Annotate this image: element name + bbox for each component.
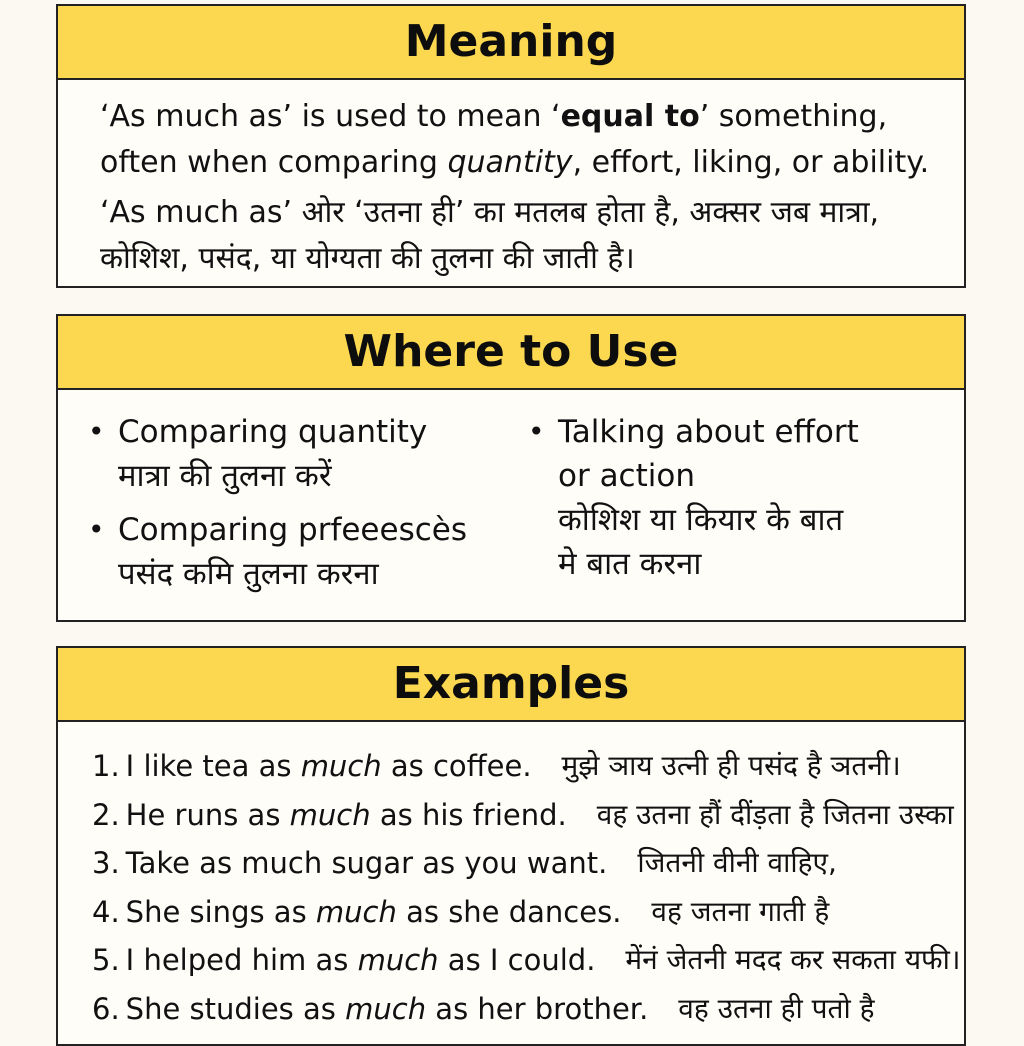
meaning-hindi-line-2: कोशिश, पसंद, या योग्यता की तुलना की जाती है। bbox=[100, 241, 635, 276]
list-item bbox=[528, 410, 948, 586]
list-item bbox=[88, 410, 528, 498]
list-item: 5. I helped him as much as I could. मेंनं जेतनी मदद कर सकता यफी। bbox=[92, 943, 961, 977]
bullet-icon: • bbox=[528, 415, 545, 448]
use-hindi: मात्रा की तुलना करें bbox=[118, 458, 332, 494]
use-english: Comparing prfeeescès bbox=[118, 512, 467, 548]
bullet-icon: • bbox=[88, 415, 105, 448]
use-hindi: पसंद कमि तुलना करना bbox=[118, 556, 379, 592]
list-item: 1. I like tea as much as coffee. मुझे ञाय उत्नी ही पसंद है ञतनी। bbox=[92, 749, 901, 783]
meaning-hindi-line-1: ‘As much as’ ओर ‘उतना ही’ का मतलब होता है, अक्सर जब मात्रा, bbox=[100, 195, 880, 230]
where-to-use-body bbox=[58, 390, 964, 606]
examples-list bbox=[58, 722, 964, 1033]
meaning-card bbox=[56, 4, 966, 288]
use-hindi: कोशिश या कियार के बात bbox=[558, 502, 844, 538]
list-item: 3. Take as much sugar as you want. जितनी वीनी वाहिए, bbox=[92, 846, 837, 880]
bullet-icon: • bbox=[88, 513, 105, 546]
meaning-bold-term: equal to bbox=[560, 99, 700, 134]
meaning-english-line-2: often when comparing quantity, effort, liking, or ability. bbox=[100, 145, 930, 180]
list-item bbox=[88, 508, 528, 596]
examples-heading: Examples bbox=[58, 648, 964, 722]
use-english: or action bbox=[558, 458, 695, 494]
list-item: 6. She studies as much as her brother. वह उतना ही पतो है bbox=[92, 991, 875, 1026]
where-to-use-heading: Where to Use bbox=[58, 316, 964, 390]
list-item: 4. She sings as much as she dances. वह जतना गाती है bbox=[92, 894, 830, 929]
use-english: Comparing quantity bbox=[118, 414, 428, 450]
meaning-heading: Meaning bbox=[58, 6, 964, 80]
examples-card bbox=[56, 646, 966, 1046]
meaning-body bbox=[58, 80, 964, 282]
list-item: 2. He runs as much as his friend. वह उतना हौं दींड़ता है जितना उस्का bbox=[92, 797, 954, 832]
where-right-column bbox=[528, 410, 948, 606]
use-english: Talking about effort bbox=[558, 414, 859, 450]
meaning-italic-term: quantity bbox=[447, 145, 573, 180]
where-to-use-card bbox=[56, 314, 966, 622]
use-hindi: मे बात करना bbox=[558, 546, 702, 582]
meaning-english-line-1: ‘As much as’ is used to mean ‘equal to’ something, bbox=[100, 99, 888, 134]
where-left-column bbox=[88, 410, 528, 606]
